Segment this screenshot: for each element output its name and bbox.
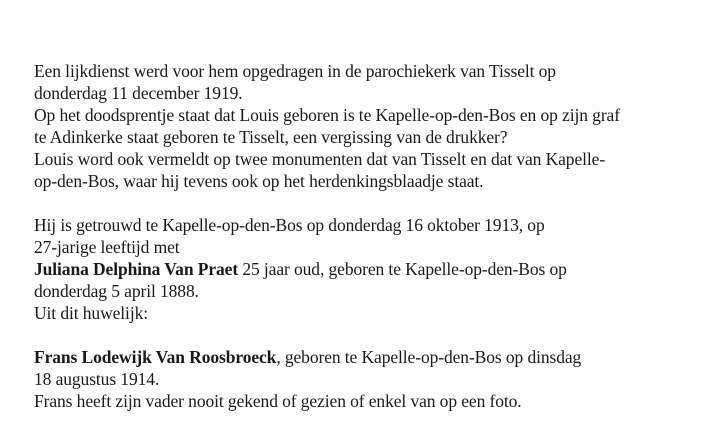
paragraph-funeral [34,60,704,192]
child-details: , geboren te Kapelle-op-den-Bos op dinsdag [276,347,582,367]
paragraph-marriage [34,214,704,324]
spouse-name: Juliana Delphina Van Praet [34,259,239,279]
text-line: Een lijkdienst werd voor hem opgedragen in de parochiekerk van Tisselt op [34,61,556,81]
paragraph-spacer [34,324,704,346]
spouse-line [34,258,704,280]
text-line: donderdag 5 april 1888. [34,281,199,301]
text-line: donderdag 11 december 1919. [34,83,243,103]
text-line: Louis word ook vermeldt op twee monumenten dat van Tisselt en dat van Kapelle- [34,149,606,169]
paragraph-spacer [34,192,704,214]
text-line: op-den-Bos, waar hij tevens ook op het herdenkingsblaadje staat. [34,171,484,191]
spouse-details: 25 jaar oud, geboren te Kapelle-op-den-Bos op [238,259,567,279]
text-line: te Adinkerke staat geboren te Tisselt, een vergissing van de drukker? [34,127,508,147]
child-name: Frans Lodewijk Van Roosbroeck [34,347,277,367]
document-text [34,60,704,412]
text-line: 27-jarige leeftijd met [34,237,180,257]
text-line: Hij is getrouwd te Kapelle-op-den-Bos op donderdag 16 oktober 1913, op [34,215,545,235]
text-line: Frans heeft zijn vader nooit gekend of gezien of enkel van op een foto. [34,391,522,411]
text-line: Op het doodsprentje staat dat Louis geboren is te Kapelle-op-den-Bos en op zijn graf [34,105,620,125]
child-line [34,346,704,368]
paragraph-child [34,346,704,412]
text-line: Uit dit huwelijk: [34,303,148,323]
text-line: 18 augustus 1914. [34,369,160,389]
